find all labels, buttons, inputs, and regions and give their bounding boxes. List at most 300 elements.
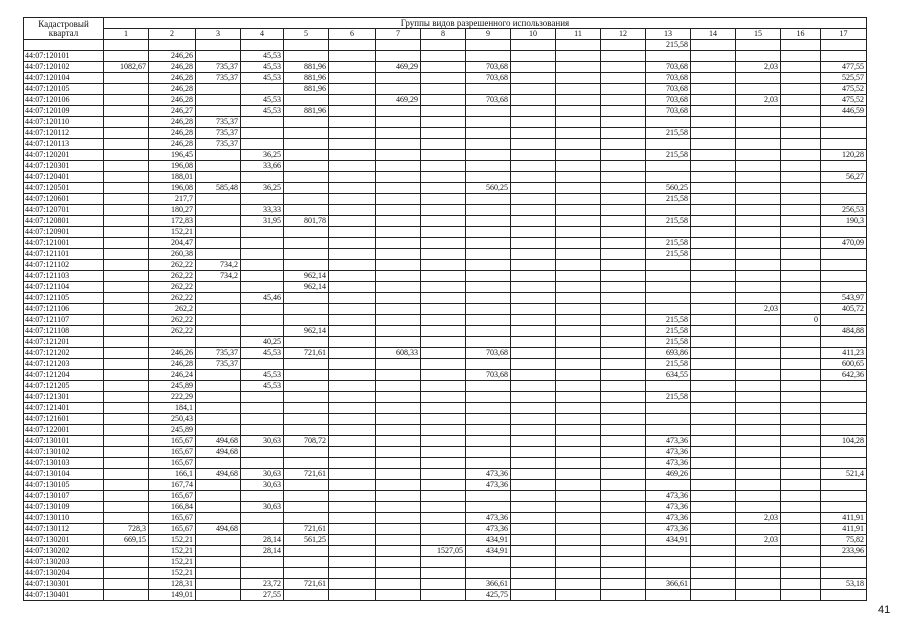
value-cell-group-8	[421, 194, 466, 205]
value-cell-group-17	[821, 51, 867, 62]
value-cell-group-17	[821, 161, 867, 172]
value-cell-group-14	[691, 359, 736, 370]
value-cell-group-7	[376, 546, 421, 557]
table-row	[24, 315, 867, 326]
value-cell-group-15	[736, 403, 781, 414]
value-cell-group-13: 215,58	[646, 359, 691, 370]
value-cell-group-13	[646, 403, 691, 414]
value-cell-group-9: 473,36	[466, 513, 511, 524]
value-cell-group-10	[511, 381, 556, 392]
value-cell-group-11	[556, 502, 601, 513]
value-cell-group-17: 56,27	[821, 172, 867, 183]
value-cell-group-1	[104, 172, 149, 183]
value-cell-group-5	[284, 205, 329, 216]
value-cell-group-3	[196, 315, 241, 326]
value-cell-group-9	[466, 557, 511, 568]
value-cell-group-12	[601, 293, 646, 304]
value-cell-group-8	[421, 227, 466, 238]
value-cell-group-16	[781, 480, 821, 491]
column-number-17: 17	[821, 29, 867, 40]
value-cell-group-16	[781, 183, 821, 194]
value-cell-group-4	[241, 238, 284, 249]
value-cell-group-7	[376, 249, 421, 260]
value-cell-group-3: 735,37	[196, 139, 241, 150]
value-cell-group-9	[466, 172, 511, 183]
value-cell-group-13	[646, 293, 691, 304]
value-cell-group-12	[601, 62, 646, 73]
value-cell-group-1	[104, 106, 149, 117]
value-cell-group-9	[466, 315, 511, 326]
value-cell-group-3: 585,48	[196, 183, 241, 194]
value-cell-group-10	[511, 216, 556, 227]
value-cell-group-5: 881,96	[284, 73, 329, 84]
value-cell-group-2: 262,22	[149, 326, 196, 337]
value-cell-group-17: 475,52	[821, 84, 867, 95]
table-row	[24, 425, 867, 436]
value-cell-group-11	[556, 326, 601, 337]
table-row	[24, 227, 867, 238]
cadastral-quarter-cell: 44:07:120101	[24, 51, 104, 62]
value-cell-group-2: 152,21	[149, 557, 196, 568]
value-cell-group-7	[376, 458, 421, 469]
column-number-15: 15	[736, 29, 781, 40]
value-cell-group-17	[821, 337, 867, 348]
value-cell-group-17	[821, 128, 867, 139]
table-row	[24, 84, 867, 95]
value-cell-group-1	[104, 590, 149, 601]
value-cell-group-7	[376, 337, 421, 348]
value-cell-group-4: 31,95	[241, 216, 284, 227]
value-cell-group-17: 477,55	[821, 62, 867, 73]
value-cell-group-6	[329, 40, 376, 51]
value-cell-group-13: 703,68	[646, 84, 691, 95]
value-cell-group-10	[511, 238, 556, 249]
page-number: 41	[878, 604, 891, 616]
value-cell-group-12	[601, 546, 646, 557]
value-cell-group-6	[329, 535, 376, 546]
value-cell-group-8	[421, 469, 466, 480]
value-cell-group-15	[736, 590, 781, 601]
table-row	[24, 447, 867, 458]
value-cell-group-8	[421, 436, 466, 447]
value-cell-group-1	[104, 502, 149, 513]
value-cell-group-4: 36,25	[241, 150, 284, 161]
value-cell-group-3	[196, 403, 241, 414]
value-cell-group-12	[601, 249, 646, 260]
table-row	[24, 150, 867, 161]
value-cell-group-15	[736, 359, 781, 370]
value-cell-group-16	[781, 359, 821, 370]
value-cell-group-15	[736, 579, 781, 590]
cadastral-quarter-cell: 44:07:130201	[24, 535, 104, 546]
cadastral-quarter-cell: 44:07:120102	[24, 62, 104, 73]
value-cell-group-2: 165,67	[149, 524, 196, 535]
value-cell-group-1: 1082,67	[104, 62, 149, 73]
value-cell-group-14	[691, 271, 736, 282]
cadastral-quarter-cell: 44:07:130109	[24, 502, 104, 513]
value-cell-group-2: 260,38	[149, 249, 196, 260]
table-row	[24, 359, 867, 370]
value-cell-group-2: 172,83	[149, 216, 196, 227]
value-cell-group-6	[329, 117, 376, 128]
value-cell-group-5	[284, 95, 329, 106]
value-cell-group-1	[104, 260, 149, 271]
value-cell-group-3	[196, 95, 241, 106]
value-cell-group-8	[421, 117, 466, 128]
value-cell-group-5	[284, 260, 329, 271]
value-cell-group-9: 703,68	[466, 73, 511, 84]
cadastral-quarter-cell: 44:07:121001	[24, 238, 104, 249]
table-row	[24, 205, 867, 216]
value-cell-group-5	[284, 491, 329, 502]
value-cell-group-1	[104, 282, 149, 293]
value-cell-group-17	[821, 194, 867, 205]
cadastral-quarter-cell: 44:07:130204	[24, 568, 104, 579]
value-cell-group-5	[284, 425, 329, 436]
value-cell-group-13: 366,61	[646, 579, 691, 590]
value-cell-group-13: 473,36	[646, 436, 691, 447]
value-cell-group-7	[376, 381, 421, 392]
value-cell-group-7	[376, 161, 421, 172]
value-cell-group-8	[421, 84, 466, 95]
value-cell-group-11	[556, 425, 601, 436]
value-cell-group-7	[376, 106, 421, 117]
value-cell-group-16	[781, 381, 821, 392]
value-cell-group-3	[196, 568, 241, 579]
value-cell-group-6	[329, 194, 376, 205]
value-cell-group-12	[601, 304, 646, 315]
cadastral-quarter-cell: 44:07:121103	[24, 271, 104, 282]
value-cell-group-14	[691, 326, 736, 337]
value-cell-group-9: 366,61	[466, 579, 511, 590]
value-cell-group-7	[376, 128, 421, 139]
value-cell-group-16	[781, 392, 821, 403]
value-cell-group-10	[511, 458, 556, 469]
value-cell-group-17: 411,23	[821, 348, 867, 359]
value-cell-group-2: 165,67	[149, 447, 196, 458]
value-cell-group-5	[284, 480, 329, 491]
value-cell-group-7	[376, 304, 421, 315]
value-cell-group-6	[329, 469, 376, 480]
value-cell-group-14	[691, 337, 736, 348]
value-cell-group-10	[511, 106, 556, 117]
table-row	[24, 579, 867, 590]
value-cell-group-3: 734,2	[196, 260, 241, 271]
value-cell-group-4: 45,53	[241, 381, 284, 392]
cadastral-quarter-cell: 44:07:120501	[24, 183, 104, 194]
value-cell-group-6	[329, 205, 376, 216]
value-cell-group-14	[691, 40, 736, 51]
value-cell-group-13	[646, 282, 691, 293]
value-cell-group-5: 721,61	[284, 579, 329, 590]
value-cell-group-14	[691, 524, 736, 535]
value-cell-group-11	[556, 271, 601, 282]
value-cell-group-9	[466, 359, 511, 370]
value-cell-group-13: 703,68	[646, 95, 691, 106]
value-cell-group-12	[601, 425, 646, 436]
value-cell-group-13: 473,36	[646, 458, 691, 469]
value-cell-group-15	[736, 469, 781, 480]
value-cell-group-4	[241, 326, 284, 337]
column-number-10: 10	[511, 29, 556, 40]
value-cell-group-9	[466, 238, 511, 249]
value-cell-group-17: 411,91	[821, 513, 867, 524]
value-cell-group-1	[104, 359, 149, 370]
value-cell-group-5	[284, 370, 329, 381]
value-cell-group-12	[601, 51, 646, 62]
value-cell-group-4: 45,53	[241, 370, 284, 381]
value-cell-group-16	[781, 117, 821, 128]
column-number-5: 5	[284, 29, 329, 40]
value-cell-group-15	[736, 238, 781, 249]
cadastral-quarter-cell: 44:07:121601	[24, 414, 104, 425]
value-cell-group-7	[376, 117, 421, 128]
value-cell-group-13: 215,58	[646, 249, 691, 260]
value-cell-group-14	[691, 370, 736, 381]
value-cell-group-1	[104, 84, 149, 95]
value-cell-group-15	[736, 337, 781, 348]
value-cell-group-11	[556, 590, 601, 601]
column-number-11: 11	[556, 29, 601, 40]
value-cell-group-6	[329, 161, 376, 172]
value-cell-group-10	[511, 502, 556, 513]
value-cell-group-16	[781, 161, 821, 172]
value-cell-group-9	[466, 436, 511, 447]
value-cell-group-7	[376, 73, 421, 84]
value-cell-group-13: 560,25	[646, 183, 691, 194]
value-cell-group-3	[196, 557, 241, 568]
table-row	[24, 524, 867, 535]
value-cell-group-6	[329, 216, 376, 227]
value-cell-group-9	[466, 447, 511, 458]
value-cell-group-4: 33,66	[241, 161, 284, 172]
value-cell-group-5: 721,61	[284, 348, 329, 359]
value-cell-group-5	[284, 568, 329, 579]
value-cell-group-15	[736, 348, 781, 359]
table-row	[24, 370, 867, 381]
cadastral-quarter-cell: 44:07:130112	[24, 524, 104, 535]
value-cell-group-15	[736, 139, 781, 150]
value-cell-group-5	[284, 150, 329, 161]
cadastral-label-line1: Кадастровый	[38, 18, 89, 29]
value-cell-group-4	[241, 249, 284, 260]
value-cell-group-11	[556, 337, 601, 348]
value-cell-group-17	[821, 491, 867, 502]
value-cell-group-13	[646, 205, 691, 216]
value-cell-group-6	[329, 95, 376, 106]
value-cell-group-13: 473,36	[646, 513, 691, 524]
value-cell-group-12	[601, 227, 646, 238]
value-cell-group-4: 45,53	[241, 95, 284, 106]
cadastral-quarter-cell: 44:07:122001	[24, 425, 104, 436]
value-cell-group-5: 721,61	[284, 469, 329, 480]
value-cell-group-1	[104, 414, 149, 425]
value-cell-group-8	[421, 161, 466, 172]
column-number-13: 13	[646, 29, 691, 40]
value-cell-group-8	[421, 381, 466, 392]
value-cell-group-4	[241, 139, 284, 150]
value-cell-group-13: 215,58	[646, 337, 691, 348]
value-cell-group-16	[781, 106, 821, 117]
value-cell-group-2: 184,1	[149, 403, 196, 414]
cadastral-quarter-cell: 44:07:130401	[24, 590, 104, 601]
value-cell-group-17: 75,82	[821, 535, 867, 546]
column-number-9: 9	[466, 29, 511, 40]
value-cell-group-2: 180,27	[149, 205, 196, 216]
value-cell-group-12	[601, 95, 646, 106]
value-cell-group-1	[104, 216, 149, 227]
value-cell-group-1	[104, 337, 149, 348]
cadastral-quarter-cell: 44:07:121202	[24, 348, 104, 359]
value-cell-group-1	[104, 40, 149, 51]
value-cell-group-7	[376, 84, 421, 95]
value-cell-group-3	[196, 106, 241, 117]
value-cell-group-3: 494,68	[196, 436, 241, 447]
value-cell-group-6	[329, 227, 376, 238]
value-cell-group-11	[556, 524, 601, 535]
cadastral-quarter-cell: 44:07:121301	[24, 392, 104, 403]
value-cell-group-2: 152,21	[149, 535, 196, 546]
value-cell-group-5: 721,61	[284, 524, 329, 535]
value-cell-group-5: 881,96	[284, 84, 329, 95]
value-cell-group-4: 28,14	[241, 535, 284, 546]
value-cell-group-4: 45,53	[241, 348, 284, 359]
value-cell-group-4: 33,33	[241, 205, 284, 216]
value-cell-group-14	[691, 117, 736, 128]
value-cell-group-1	[104, 480, 149, 491]
cadastral-quarter-cell: 44:07:121105	[24, 293, 104, 304]
value-cell-group-5	[284, 194, 329, 205]
value-cell-group-15: 2,03	[736, 95, 781, 106]
cadastral-quarter-cell: 44:07:130110	[24, 513, 104, 524]
value-cell-group-7	[376, 469, 421, 480]
value-cell-group-2: 167,74	[149, 480, 196, 491]
value-cell-group-12	[601, 480, 646, 491]
value-cell-group-1	[104, 271, 149, 282]
value-cell-group-8	[421, 139, 466, 150]
value-cell-group-9	[466, 139, 511, 150]
value-cell-group-16	[781, 216, 821, 227]
value-cell-group-7	[376, 359, 421, 370]
value-cell-group-3: 494,68	[196, 469, 241, 480]
value-cell-group-13	[646, 172, 691, 183]
value-cell-group-2: 246,28	[149, 359, 196, 370]
value-cell-group-3	[196, 172, 241, 183]
value-cell-group-2: 262,22	[149, 260, 196, 271]
value-cell-group-10	[511, 194, 556, 205]
value-cell-group-4: 30,63	[241, 502, 284, 513]
value-cell-group-7	[376, 260, 421, 271]
value-cell-group-12	[601, 194, 646, 205]
value-cell-group-13	[646, 568, 691, 579]
value-cell-group-4	[241, 40, 284, 51]
value-cell-group-9: 473,36	[466, 480, 511, 491]
value-cell-group-4	[241, 315, 284, 326]
table-row	[24, 326, 867, 337]
value-cell-group-15	[736, 271, 781, 282]
column-number-4: 4	[241, 29, 284, 40]
value-cell-group-7	[376, 238, 421, 249]
value-cell-group-15	[736, 546, 781, 557]
value-cell-group-2: 246,28	[149, 128, 196, 139]
value-cell-group-7	[376, 502, 421, 513]
value-cell-group-15	[736, 249, 781, 260]
value-cell-group-14	[691, 447, 736, 458]
value-cell-group-10	[511, 150, 556, 161]
value-cell-group-17	[821, 40, 867, 51]
value-cell-group-2: 246,28	[149, 95, 196, 106]
table-row	[24, 436, 867, 447]
value-cell-group-9	[466, 194, 511, 205]
cadastral-quarter-cell: 44:07:120112	[24, 128, 104, 139]
value-cell-group-9	[466, 337, 511, 348]
value-cell-group-14	[691, 282, 736, 293]
table-row	[24, 183, 867, 194]
value-cell-group-13: 215,58	[646, 128, 691, 139]
value-cell-group-8	[421, 150, 466, 161]
value-cell-group-14	[691, 106, 736, 117]
cadastral-quarter-cell: 44:07:121203	[24, 359, 104, 370]
cadastral-quarter-cell: 44:07:130107	[24, 491, 104, 502]
value-cell-group-14	[691, 227, 736, 238]
value-cell-group-1	[104, 194, 149, 205]
value-cell-group-13	[646, 227, 691, 238]
value-cell-group-4	[241, 128, 284, 139]
value-cell-group-4	[241, 227, 284, 238]
value-cell-group-6	[329, 183, 376, 194]
value-cell-group-10	[511, 403, 556, 414]
cadastral-quarter-cell: 44:07:130203	[24, 557, 104, 568]
value-cell-group-13: 703,68	[646, 73, 691, 84]
cadastral-quarter-cell: 44:07:120201	[24, 150, 104, 161]
table-row	[24, 106, 867, 117]
cadastral-quarter-cell: 44:07:130202	[24, 546, 104, 557]
value-cell-group-3	[196, 392, 241, 403]
cadastral-quarter-cell: 44:07:130104	[24, 469, 104, 480]
value-cell-group-16	[781, 95, 821, 106]
value-cell-group-17	[821, 414, 867, 425]
value-cell-group-2: 222,29	[149, 392, 196, 403]
value-cell-group-14	[691, 315, 736, 326]
value-cell-group-11	[556, 348, 601, 359]
table-row	[24, 480, 867, 491]
value-cell-group-1	[104, 579, 149, 590]
value-cell-group-16	[781, 469, 821, 480]
value-cell-group-11	[556, 403, 601, 414]
value-cell-group-8	[421, 282, 466, 293]
value-cell-group-4	[241, 425, 284, 436]
value-cell-group-17	[821, 403, 867, 414]
table-row	[24, 51, 867, 62]
value-cell-group-9	[466, 40, 511, 51]
value-cell-group-10	[511, 337, 556, 348]
value-cell-group-16	[781, 139, 821, 150]
value-cell-group-8	[421, 480, 466, 491]
value-cell-group-15	[736, 260, 781, 271]
value-cell-group-11	[556, 557, 601, 568]
value-cell-group-7	[376, 205, 421, 216]
value-cell-group-3: 735,37	[196, 117, 241, 128]
value-cell-group-11	[556, 106, 601, 117]
value-cell-group-13	[646, 304, 691, 315]
value-cell-group-3	[196, 480, 241, 491]
value-cell-group-1	[104, 469, 149, 480]
value-cell-group-15	[736, 491, 781, 502]
value-cell-group-8	[421, 293, 466, 304]
value-cell-group-17	[821, 502, 867, 513]
value-cell-group-10	[511, 183, 556, 194]
value-cell-group-13: 693,86	[646, 348, 691, 359]
